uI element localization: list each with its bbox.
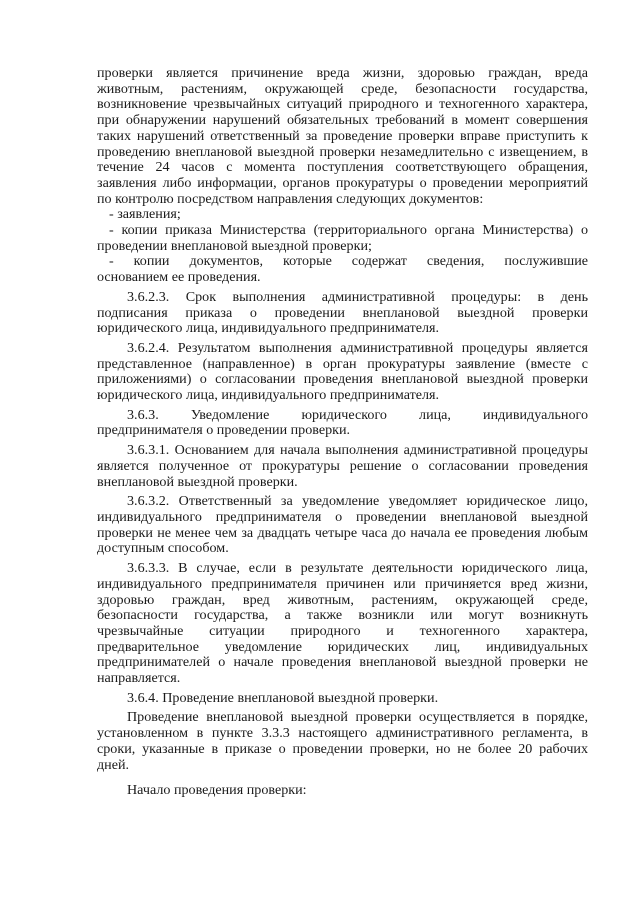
text-line: 3.6.4. Проведение внеплановой выездной проверки. xyxy=(127,689,439,706)
paragraph-inspection-start xyxy=(97,783,588,799)
text-line: предпринимателя о проведении проверки. xyxy=(97,422,351,439)
clause-3-6-3-3 xyxy=(97,561,588,687)
text-line: сроки, указанные в приказе о проведении проверки, но не более 20 рабочих xyxy=(97,740,588,757)
clause-3-6-3-2 xyxy=(97,494,588,557)
text-line: по контролю посредством направления следующих документов: xyxy=(97,190,484,207)
text-line: здоровью граждан, вред животным, растениям, окружающей среде, xyxy=(97,591,588,608)
text-line: 3.6.3.1. Основанием для начала выполнения административной процедуры xyxy=(127,442,588,459)
clause-3-6-2-4 xyxy=(97,341,588,404)
text-line: внеплановой выездной проверки. xyxy=(97,473,298,490)
text-line: 3.6.3.2. Ответственный за уведомление уведомляет юридическое лицо, xyxy=(127,493,588,510)
text-line: проверки является причинение вреда жизни, здоровью граждан, вреда xyxy=(97,65,588,81)
text-line: течение 24 часов с момента поступления соответствующего обращения, xyxy=(97,159,588,176)
text-line: является полученное от прокуратуры решение о согласовании проведения xyxy=(97,457,588,474)
text-line: предпринимателей о начале проведения внеплановой выездной проверки не xyxy=(97,654,588,671)
text-line: индивидуального предпринимателя причинен или причиняется вред жизни, xyxy=(97,575,588,592)
text-line: основанием ее проведения. xyxy=(97,269,261,286)
paragraph-inspection-procedure xyxy=(97,710,588,773)
text-line: таких нарушений ответственный за проведение проверки вправе приступить к xyxy=(97,127,588,144)
text-line: доступным способом. xyxy=(97,540,229,557)
text-line: при обнаружении нарушений обязательных требований в момент совершения xyxy=(97,112,588,129)
text-line: представленное (направленное) в орган прокуратуры заявление (вместе с xyxy=(97,355,588,372)
text-line: дней. xyxy=(97,756,130,773)
list-item-statement xyxy=(97,207,588,223)
text-line: 3.6.3.3. В случае, если в результате деятельности юридического лица, xyxy=(127,560,588,577)
text-line: 3.6.2.4. Результатом выполнения административной процедуры является xyxy=(127,339,588,356)
text-line: животным, растениям, окружающей среде, безопасности государства, xyxy=(97,80,588,97)
text-line: юридического лица, индивидуального предпринимателя. xyxy=(97,320,440,337)
text-line: Проведение внеплановой выездной проверки осуществляется в порядке, xyxy=(127,709,588,726)
text-line: проверки не менее чем за двадцать четыре часа до начала ее проведения любым xyxy=(97,524,588,541)
text-line: - заявления; xyxy=(109,206,181,223)
text-line: проведению внеплановой выездной проверки незамедлительно с извещением, в xyxy=(97,143,588,160)
clause-3-6-3 xyxy=(97,408,588,439)
text-line: 3.6.2.3. Срок выполнения административной процедуры: в день xyxy=(127,288,588,305)
text-line: направляется. xyxy=(97,670,181,687)
list-item-documents-copy xyxy=(97,254,588,285)
clause-3-6-4 xyxy=(97,691,588,707)
text-line: установленном в пункте 3.3.3 настоящего административного регламента, в xyxy=(97,725,588,742)
text-line: чрезвычайные ситуации природного и техногенного характера, xyxy=(97,622,588,639)
text-line: предварительное уведомление юридических лиц, индивидуальных xyxy=(97,638,588,655)
list-item-order-copy xyxy=(97,223,588,254)
paragraph-1 xyxy=(97,66,588,207)
document-page xyxy=(97,66,588,799)
text-line: Начало проведения проверки: xyxy=(127,782,307,799)
clause-3-6-3-1 xyxy=(97,443,588,490)
clause-3-6-2-3 xyxy=(97,290,588,337)
text-line: проведении внеплановой выездной проверки; xyxy=(97,237,372,254)
text-line: - копии приказа Министерства (территориального органа Министерства) о xyxy=(109,222,588,239)
text-line: возникновение чрезвычайных ситуаций природного и техногенного характера, xyxy=(97,96,588,113)
text-line: юридического лица, индивидуального предпринимателя. xyxy=(97,387,440,404)
text-line: заявления либо информации, органов прокуратуры о проведении мероприятий xyxy=(97,174,588,191)
text-line: - копии документов, которые содержат сведения, послужившие xyxy=(109,253,588,270)
text-line: индивидуального предпринимателя о проведении внеплановой выездной xyxy=(97,508,588,525)
text-line: безопасности государства, а также возникли или могут возникнуть xyxy=(97,607,588,624)
text-line: подписания приказа о проведении внеплановой выездной проверки xyxy=(97,304,588,321)
text-line: приложениями) о согласовании проведения внеплановой выездной проверки xyxy=(97,371,588,388)
text-line: 3.6.3. Уведомление юридического лица, индивидуального xyxy=(127,406,588,423)
